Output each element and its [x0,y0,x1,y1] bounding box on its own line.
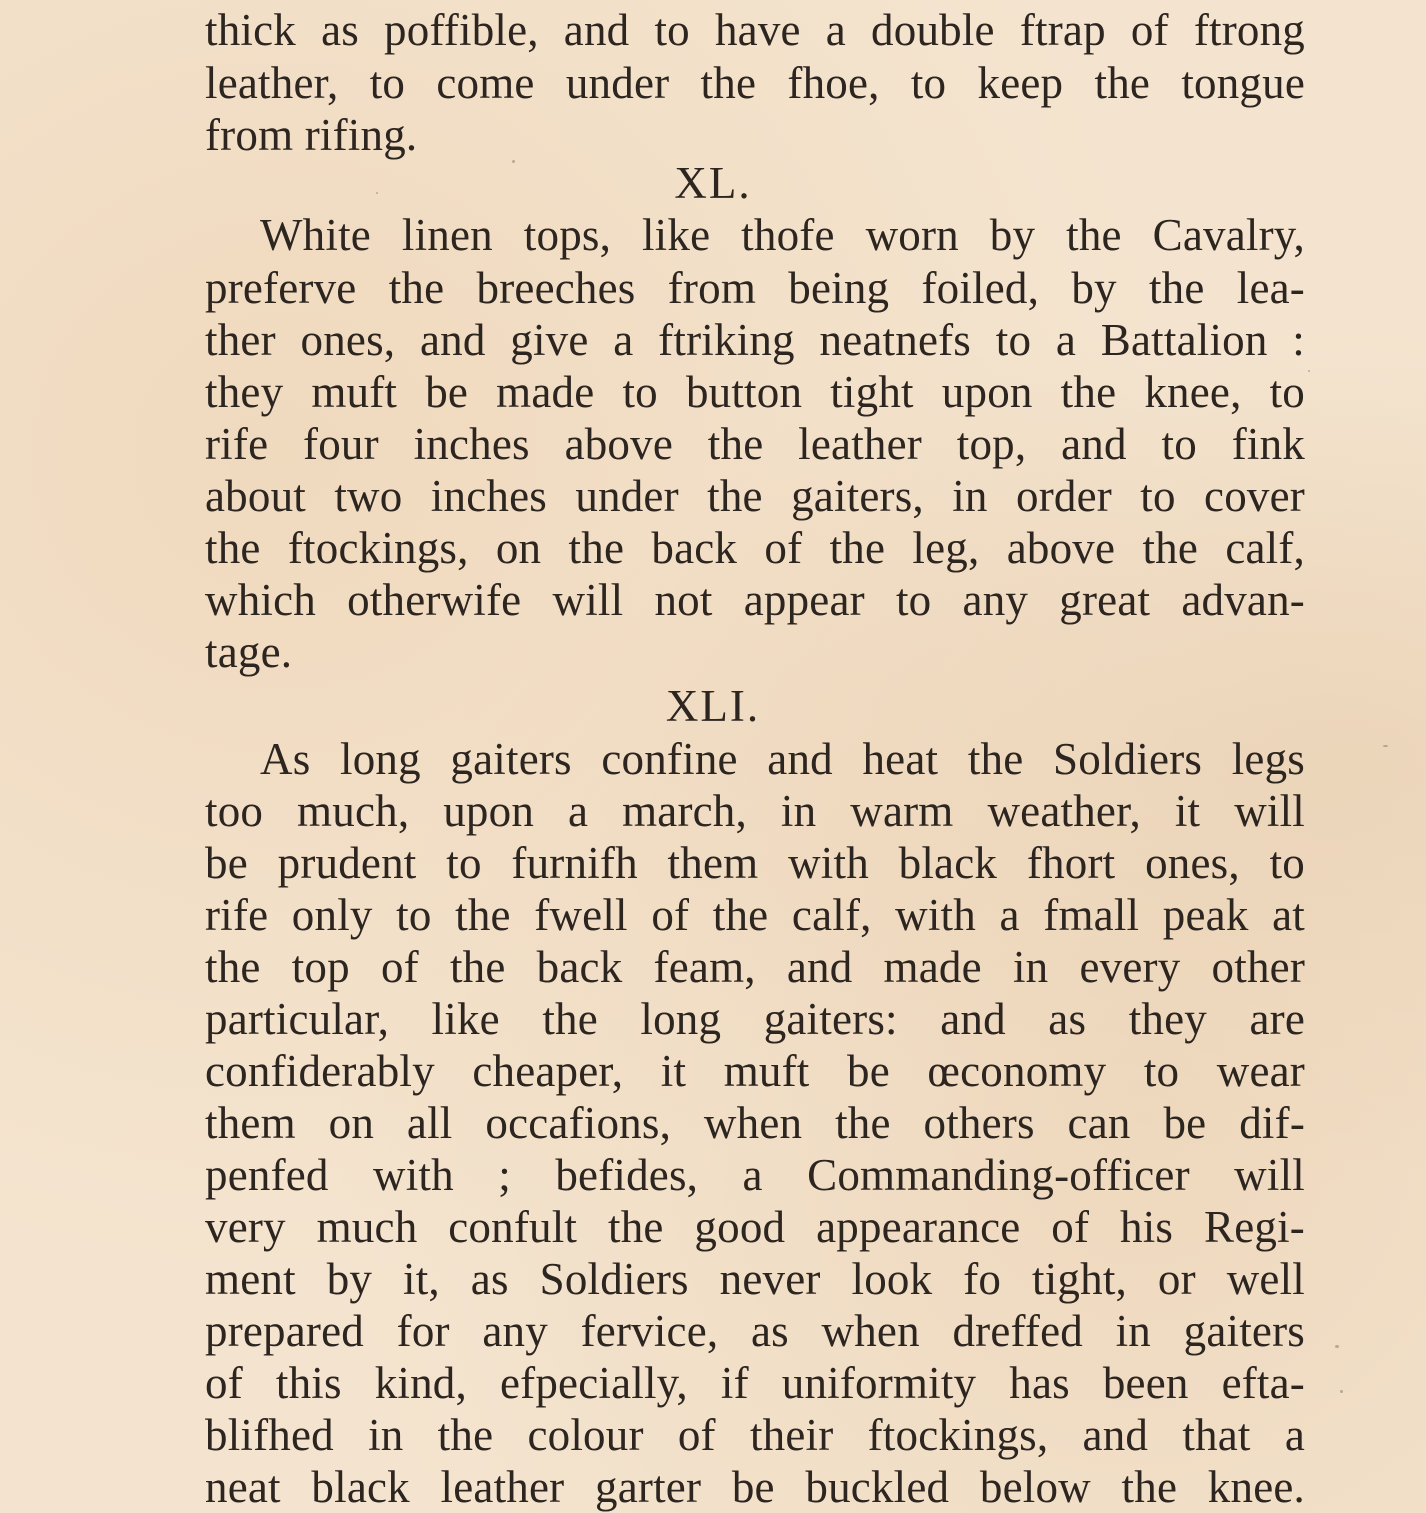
text-line: White linen tops, like thofe worn by the Cavalry, [260,210,1305,260]
text-line: preferve the breeches from being foiled, by the lea- [205,263,1305,313]
text-line: blifhed in the colour of their ftockings, and that a [205,1410,1305,1460]
text-line: about two inches under the gaiters, in order to cover [205,471,1305,521]
paper-speck [1340,1390,1343,1393]
text-line: particular, like the long gaiters: and as they are [205,994,1305,1044]
paper-speck [1383,745,1388,747]
paper-speck [1308,370,1310,372]
text-line: ment by it, as Soldiers never look fo tight, or well [205,1254,1305,1304]
text-line: of this kind, efpecially, if uniformity has been efta- [205,1358,1305,1408]
text-line: they muft be made to button tight upon the knee, to [205,367,1305,417]
text-line: from rifing. [205,110,418,160]
text-line: As long gaiters confine and heat the Soldiers legs [260,734,1305,784]
section-heading-xli: XLI. [665,681,761,731]
text-line: prepared for any fervice, as when dreffed in gaiters [205,1306,1305,1356]
paper-speck [376,192,378,194]
text-line: confiderably cheaper, it muft be œconomy to wear [205,1046,1305,1096]
paper-speck [512,160,515,163]
text-line: ther ones, and give a ftriking neatnefs to a Battalion : [205,315,1305,365]
text-line: leather, to come under the fhoe, to keep the tongue [205,58,1305,108]
text-line: neat black leather garter be buckled below the knee. [205,1462,1305,1512]
text-line: rife only to the fwell of the calf, with a fmall peak at [205,890,1305,940]
text-line: thick as poffible, and to have a double ftrap of ftrong [205,5,1305,55]
text-line: tage. [205,627,293,677]
text-line: very much confult the good appearance of his Regi- [205,1202,1305,1252]
text-line: them on all occafions, when the others can be dif- [205,1098,1305,1148]
text-line: which otherwife will not appear to any great advan- [205,575,1305,625]
text-line: too much, upon a march, in warm weather, it will [205,786,1305,836]
text-line: be prudent to furnifh them with black fhort ones, to [205,838,1305,888]
section-heading-xl: XL. [674,158,752,208]
text-line: penfed with ; befides, a Commanding-officer will [205,1150,1305,1200]
text-line: rife four inches above the leather top, and to fink [205,419,1305,469]
text-line: the top of the back feam, and made in every other [205,942,1305,992]
text-line: the ftockings, on the back of the leg, above the calf, [205,523,1305,573]
paper-speck [1335,1345,1339,1348]
